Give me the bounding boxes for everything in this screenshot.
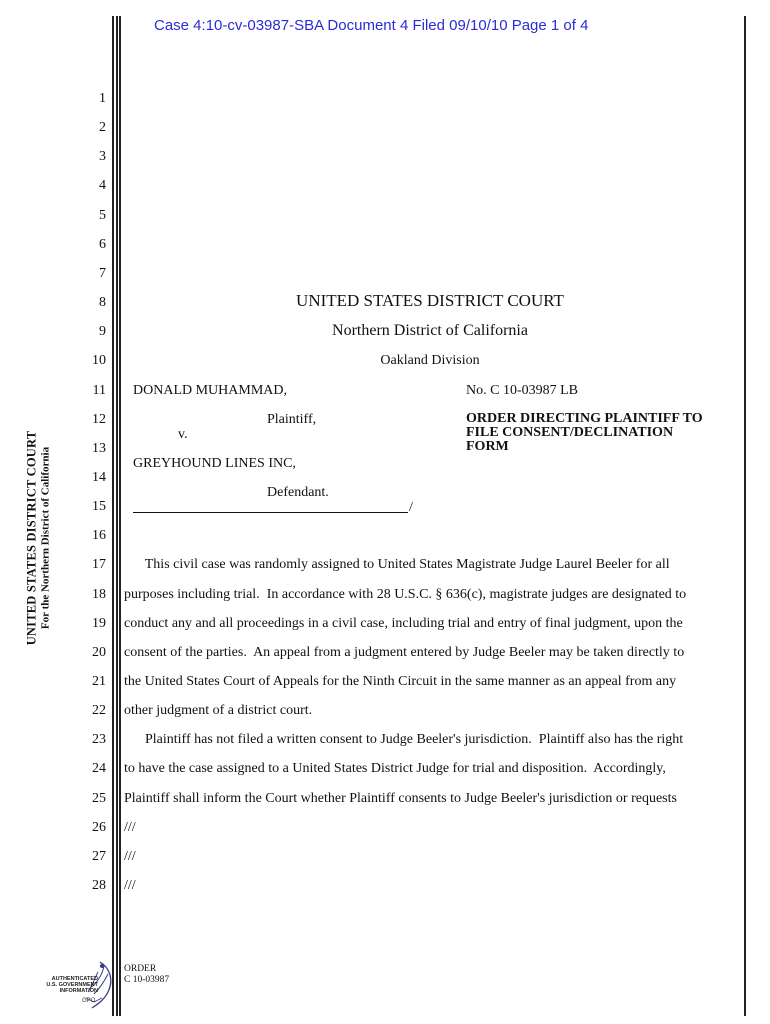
gpo-authentication-seal (42, 958, 118, 1014)
right-margin-line (744, 16, 746, 1016)
line-number: 11 (92, 382, 106, 398)
line-number: 28 (92, 878, 106, 894)
line-number: 9 (99, 324, 106, 340)
body-line: consent of the parties. An appeal from a judgment entered by Judge Beeler may be taken directly to (124, 644, 685, 660)
sidebar-district: For the Northern District of California (39, 446, 52, 630)
left-margin-line-2 (116, 16, 118, 1016)
body-line: /// (124, 848, 136, 864)
line-number: 25 (92, 790, 106, 806)
body-line: Plaintiff has not filed a written consent to Judge Beeler's jurisdiction. Plaintiff also has the right (124, 732, 684, 748)
body-line: purposes including trial. In accordance with 28 U.S.C. § 636(c), magistrate judges are designated to (124, 586, 687, 602)
court-sidebar (18, 426, 58, 650)
line-number: 15 (92, 499, 106, 515)
order-title-line: FORM (466, 439, 509, 454)
plaintiff-name: DONALD MUHAMMAD, (133, 383, 287, 398)
court-division: Oakland Division (380, 353, 480, 368)
line-number: 18 (92, 586, 106, 602)
seal-line: U.S. GOVERNMENT (46, 982, 98, 988)
footer-order: ORDER (124, 964, 157, 974)
page-footer (124, 964, 169, 986)
case-number: No. C 10-03987 LB (466, 383, 578, 398)
line-number: 23 (92, 732, 106, 748)
order-title-line: ORDER DIRECTING PLAINTIFF TO (466, 411, 703, 426)
line-number: 3 (99, 149, 106, 165)
line-number: 26 (92, 819, 106, 835)
plaintiff-role: Plaintiff, (267, 412, 317, 427)
order-title-line: FILE CONSENT/DECLINATION (466, 425, 674, 440)
line-number: 13 (92, 440, 106, 456)
court-name: UNITED STATES DISTRICT COURT (296, 291, 564, 310)
line-number: 21 (92, 674, 106, 689)
line-number: 6 (99, 236, 106, 252)
line-number: 16 (92, 528, 106, 544)
body-line: the United States Court of Appeals for the Ninth Circuit in the same manner as an appeal from any (124, 674, 677, 689)
body-line: other judgment of a district court. (124, 703, 313, 719)
line-number: 1 (99, 91, 106, 106)
seal-mark: GPO (82, 998, 96, 1004)
body-line: This civil case was randomly assigned to United States Magistrate Judge Laurel Beeler for all (124, 557, 670, 573)
line-number: 24 (92, 761, 106, 777)
seal-line: INFORMATION (59, 988, 98, 994)
defendant-name: GREYHOUND LINES INC, (133, 456, 296, 471)
seal-line: AUTHENTICATED (51, 976, 98, 982)
body-line: /// (124, 819, 136, 835)
body-line: Plaintiff shall inform the Court whether Plaintiff consents to Judge Beeler's jurisdiction or requests (124, 790, 677, 806)
line-number: 22 (92, 703, 106, 719)
line-number: 20 (92, 644, 106, 660)
court-district: Northern District of California (332, 322, 528, 339)
caption-underline (133, 512, 408, 513)
line-number: 10 (92, 353, 106, 369)
caption-slash: / (409, 500, 413, 515)
line-number: 17 (92, 557, 106, 573)
line-number: 8 (99, 295, 106, 311)
left-margin-line-3 (119, 16, 121, 1016)
line-number: 5 (99, 207, 106, 223)
left-margin-line-1 (112, 16, 114, 1016)
line-number: 14 (92, 469, 106, 485)
line-number: 2 (99, 120, 106, 136)
line-number: 12 (92, 411, 106, 427)
order-title (466, 412, 703, 454)
body-line: to have the case assigned to a United States District Judge for trial and disposition. Accordingly, (124, 761, 666, 777)
body-line: /// (124, 878, 136, 894)
defendant-role: Defendant. (267, 485, 329, 500)
versus: v. (178, 427, 188, 442)
sidebar-court: UNITED STATES DISTRICT COURT (24, 430, 39, 646)
line-number: 7 (99, 265, 106, 281)
body-line: conduct any and all proceedings in a civil case, including trial and entry of final judgment, upon the (124, 615, 683, 631)
line-number: 27 (92, 848, 106, 864)
footer-case-number: C 10-03987 (124, 975, 170, 985)
line-number: 19 (92, 615, 106, 631)
line-number: 4 (99, 178, 106, 194)
case-header: Case 4:10-cv-03987-SBA Document 4 Filed 09/10/10 Page 1 of 4 (154, 17, 589, 34)
